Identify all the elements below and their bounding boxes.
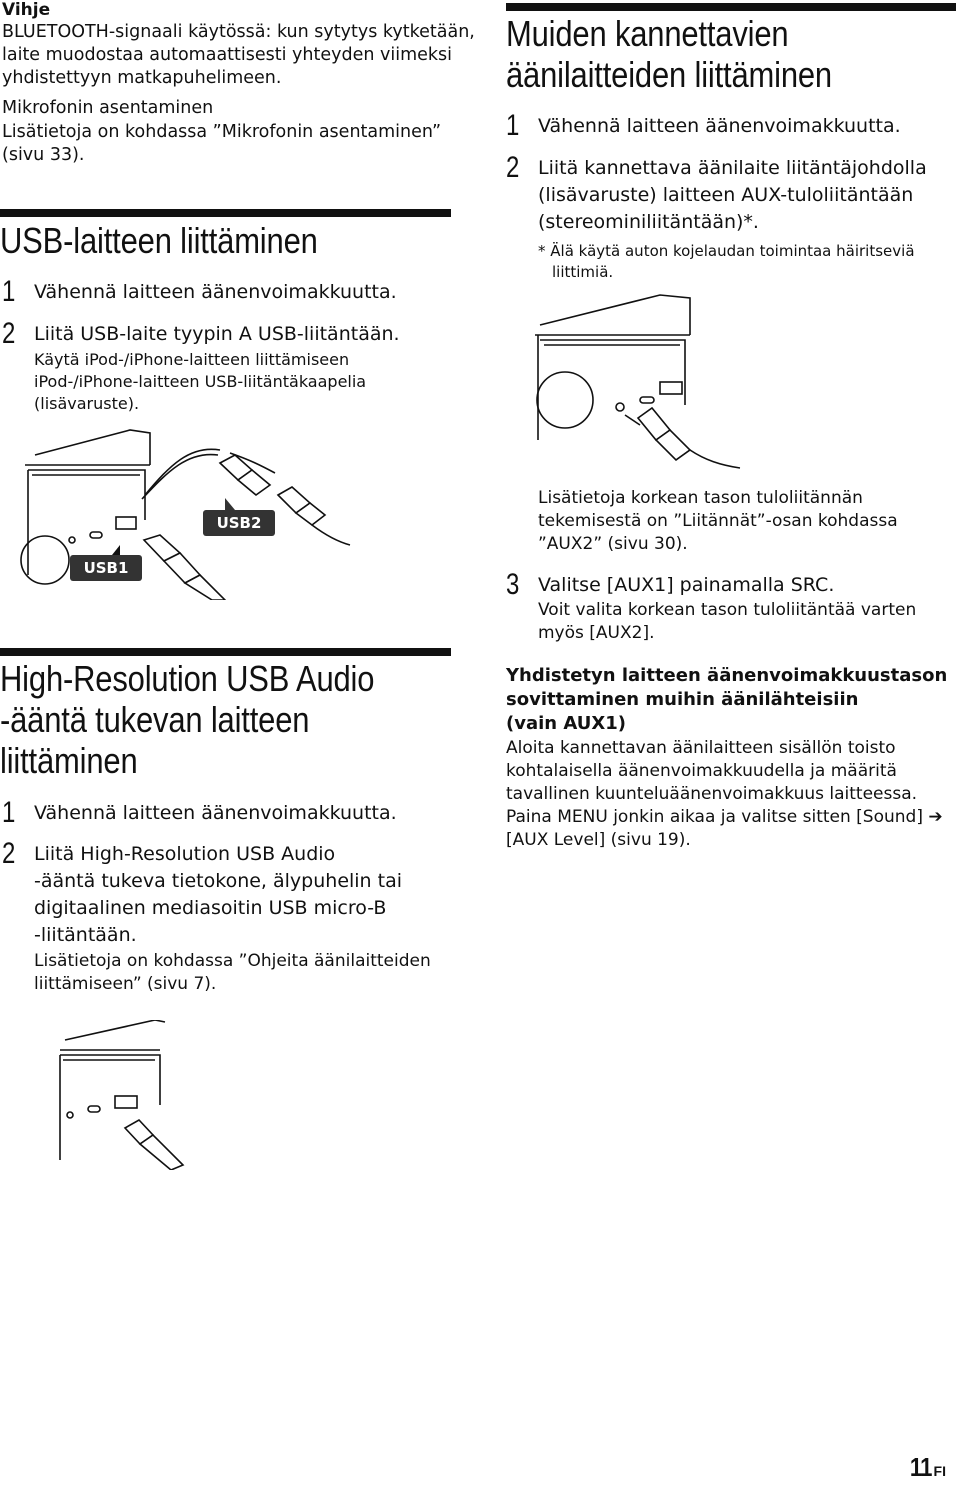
aux-connection-illustration xyxy=(530,290,745,470)
aux-step-3: 3 Valitse [AUX1] painamalla SRC. Voit valita korkean tason tuloliitäntää varten myös [AUX2]. xyxy=(506,568,917,643)
hires-step-1: 1 Vähennä laitteen äänenvoimakkuutta. xyxy=(2,796,397,829)
volume-match-heading: Yhdistetyn laitteen äänenvoimakkuustason sovittaminen muihin äänilähteisiin (vain AUX1) xyxy=(506,665,948,734)
usb1-label: USB1 xyxy=(83,559,129,577)
section-rule xyxy=(506,3,956,11)
usb-heading: USB-laitteen liittäminen xyxy=(0,220,318,261)
mic-text: Lisätietoja on kohdassa ”Mikrofonin asentaminen” (sivu 33). xyxy=(2,122,442,165)
hires-heading: High-Resolution USB Audio -ääntä tukevan laitteen liittäminen xyxy=(0,658,375,781)
usb-step-2-note: Käytä iPod-/iPhone-laitteen liittämiseen iPod-/iPhone-laitteen USB-liitäntäkaapelia (lisävaruste). xyxy=(34,350,367,413)
hires-step-2: 2 Liitä High-Resolution USB Audio -ääntä tukeva tietokone, älypuhelin tai digitaalinen mediasoitin USB micro-B -liitäntään. Lisätietoja on kohdassa ”Ohjeita äänilaitteiden liittämiseen” (sivu 7). xyxy=(2,837,431,994)
hires-step-2-note: Lisätietoja on kohdassa ”Ohjeita äänilaitteiden liittämiseen” (sivu 7). xyxy=(34,951,431,994)
micro-usb-plug xyxy=(125,1120,183,1170)
volume-match-text: Aloita kannettavan äänilaitteen sisällön toisto kohtalaisella äänenvoimakkuudella ja määritä tavallinen kuunteluäänenvoimakkuus laitteessa. Paina MENU jonkin aikaa ja valitse sitten [Sound] ➔ [AUX Level] (sivu 19). xyxy=(506,738,943,850)
mic-heading: Mikrofonin asentaminen xyxy=(2,98,214,118)
usb-step-1: 1 Vähennä laitteen äänenvoimakkuutta. xyxy=(2,275,397,308)
usb-plug-1 xyxy=(144,535,225,600)
usb-step-2: 2 Liitä USB-laite tyypin A USB-liitäntään. Käytä iPod-/iPhone-laitteen liittämiseen iPod-/iPhone-laitteen USB-liitäntäkaapelia (lisävaruste). xyxy=(2,317,400,413)
page-number: 11 FI xyxy=(909,1452,946,1482)
hires-connection-illustration xyxy=(55,1020,225,1170)
aux-step-2: 2 Liitä kannettava äänilaite liitäntäjohdolla (lisävaruste) laitteen AUX-tuloliitäntään (stereominiliitäntään)*. * Älä käytä auton kojelaudan toimintaa häiritseviä liittimiä. xyxy=(506,151,927,281)
tip-label: Vihje xyxy=(2,0,51,20)
section-rule xyxy=(0,209,451,217)
usb2-label: USB2 xyxy=(216,514,262,532)
aux-heading: Muiden kannettavien äänilaitteiden liittäminen xyxy=(506,13,832,95)
aux-plug xyxy=(625,408,740,468)
section-rule xyxy=(0,648,451,656)
usb-connection-illustration xyxy=(20,425,460,600)
arrow-right-icon: ➔ xyxy=(928,807,943,827)
tip-text: BLUETOOTH-signaali käytössä: kun sytytys kytketään, laite muodostaa automaattisesti yhteyden viimeksi yhdistettyyn matkapuhelimeen. xyxy=(2,22,475,88)
aux-footnote: * Älä käytä auton kojelaudan toimintaa häiritseviä liittimiä. xyxy=(538,242,915,281)
aux-step-3-note: Voit valita korkean tason tuloliitäntää varten myös [AUX2]. xyxy=(538,600,917,643)
aux-step-2-extra: Lisätietoja korkean tason tuloliitännän tekemisestä on ”Liitännät”-osan kohdassa ”AUX2” (sivu 30). xyxy=(538,488,898,554)
aux-step-1: 1 Vähennä laitteen äänenvoimakkuutta. xyxy=(506,109,901,142)
